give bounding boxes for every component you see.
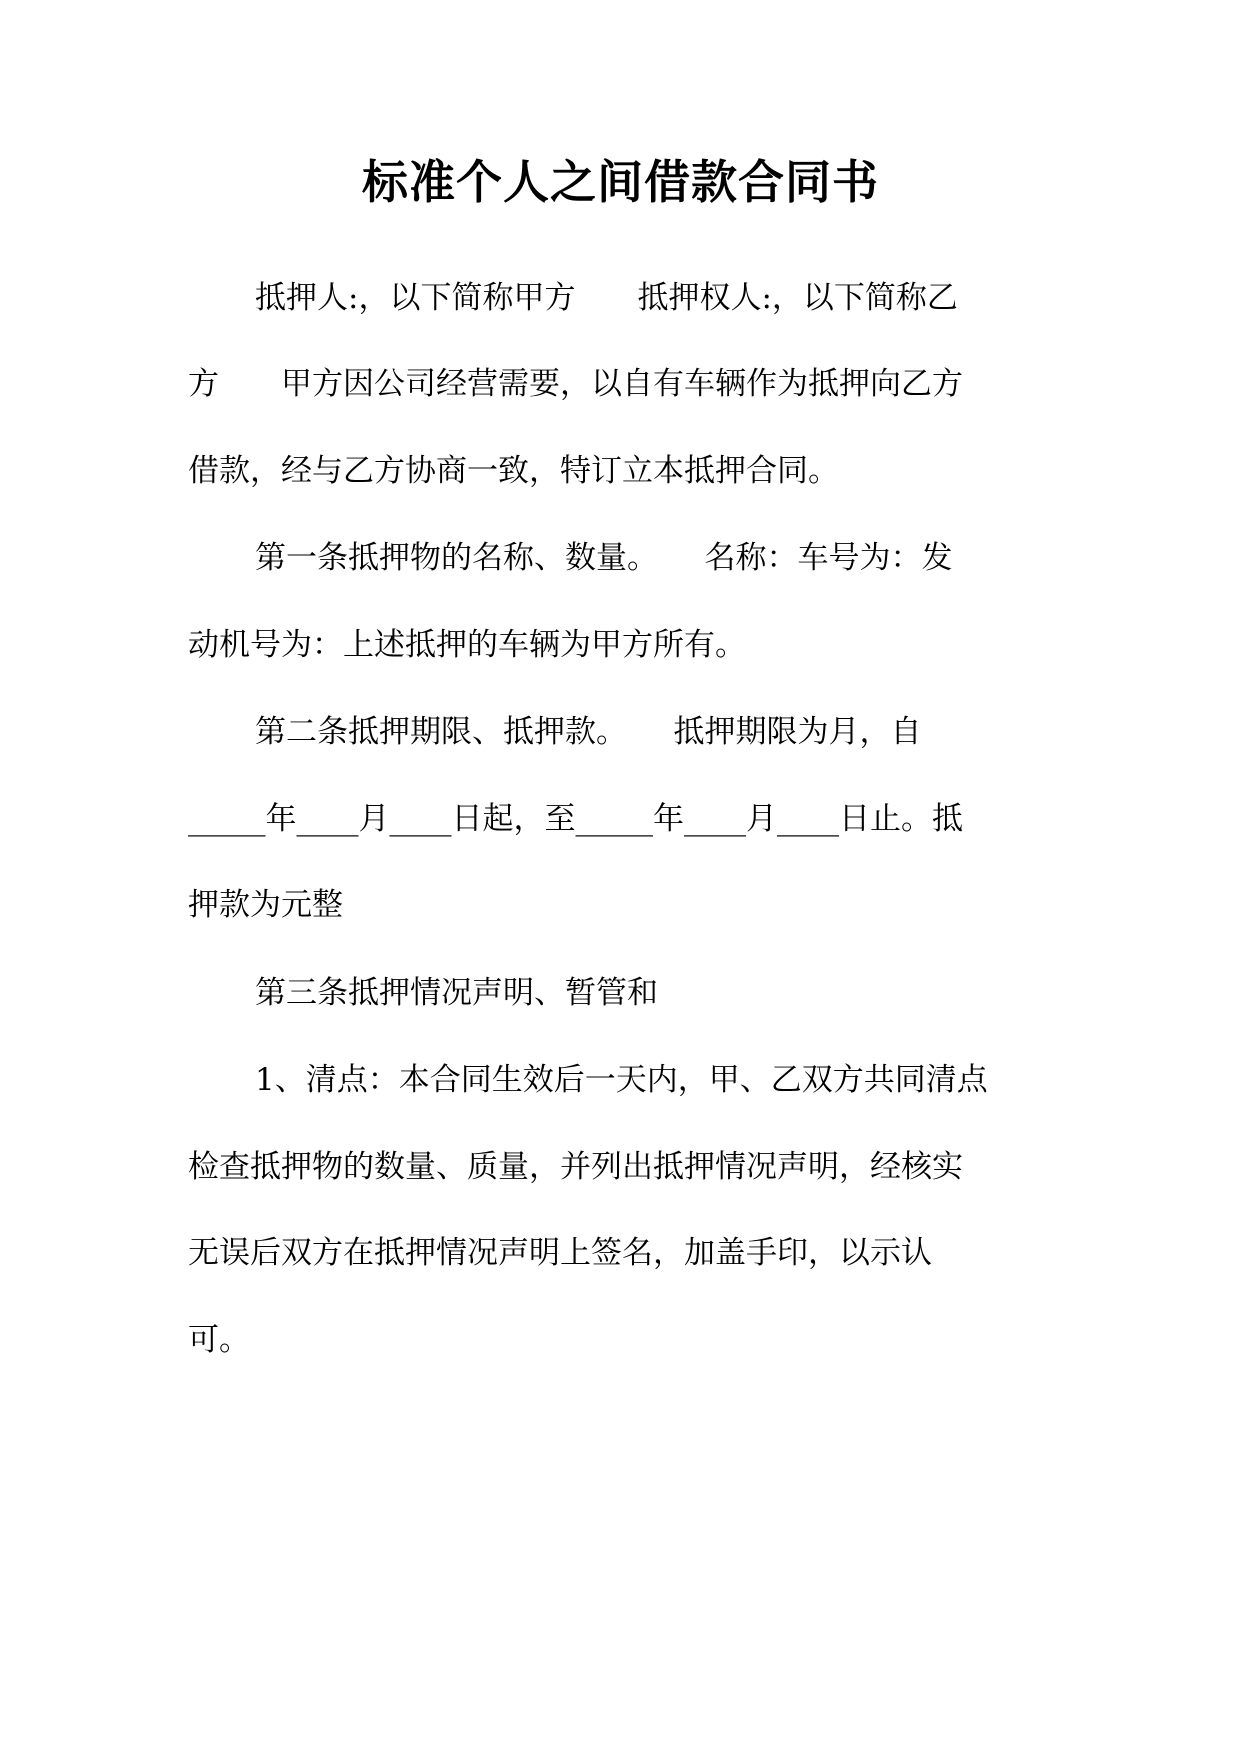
paragraph-line: 第一条抵押物的名称、数量。 名称：车号为：发 bbox=[255, 540, 953, 576]
paragraph-line: 第二条抵押期限、抵押款。 抵押期限为月，自 bbox=[255, 714, 922, 750]
paragraph-line: 动机号为：上述抵押的车辆为甲方所有。 bbox=[188, 627, 746, 663]
paragraph-line: 借款，经与乙方协商一致，特订立本抵押合同。 bbox=[188, 453, 839, 489]
document-title: 标准个人之间借款合同书 bbox=[362, 155, 879, 209]
paragraph-line: 押款为元整 bbox=[188, 887, 343, 923]
paragraph-line: 无误后双方在抵押情况声明上签名，加盖手印，以示认 bbox=[188, 1235, 932, 1271]
paragraph-line: 可。 bbox=[188, 1322, 250, 1358]
paragraph-line: _____年____月____日起，至_____年____月____日止。抵 bbox=[188, 801, 963, 837]
paragraph-line: 方 甲方因公司经营需要，以自有车辆作为抵押向乙方 bbox=[188, 366, 963, 402]
paragraph-line: 抵押人:，以下简称甲方 抵押权人:，以下简称乙 bbox=[255, 280, 958, 316]
paragraph-line: 1、清点：本合同生效后一天内，甲、乙双方共同清点 bbox=[255, 1062, 988, 1098]
paragraph-line: 第三条抵押情况声明、暂管和 bbox=[255, 975, 658, 1011]
paragraph-line: 检查抵押物的数量、质量，并列出抵押情况声明，经核实 bbox=[188, 1149, 963, 1185]
